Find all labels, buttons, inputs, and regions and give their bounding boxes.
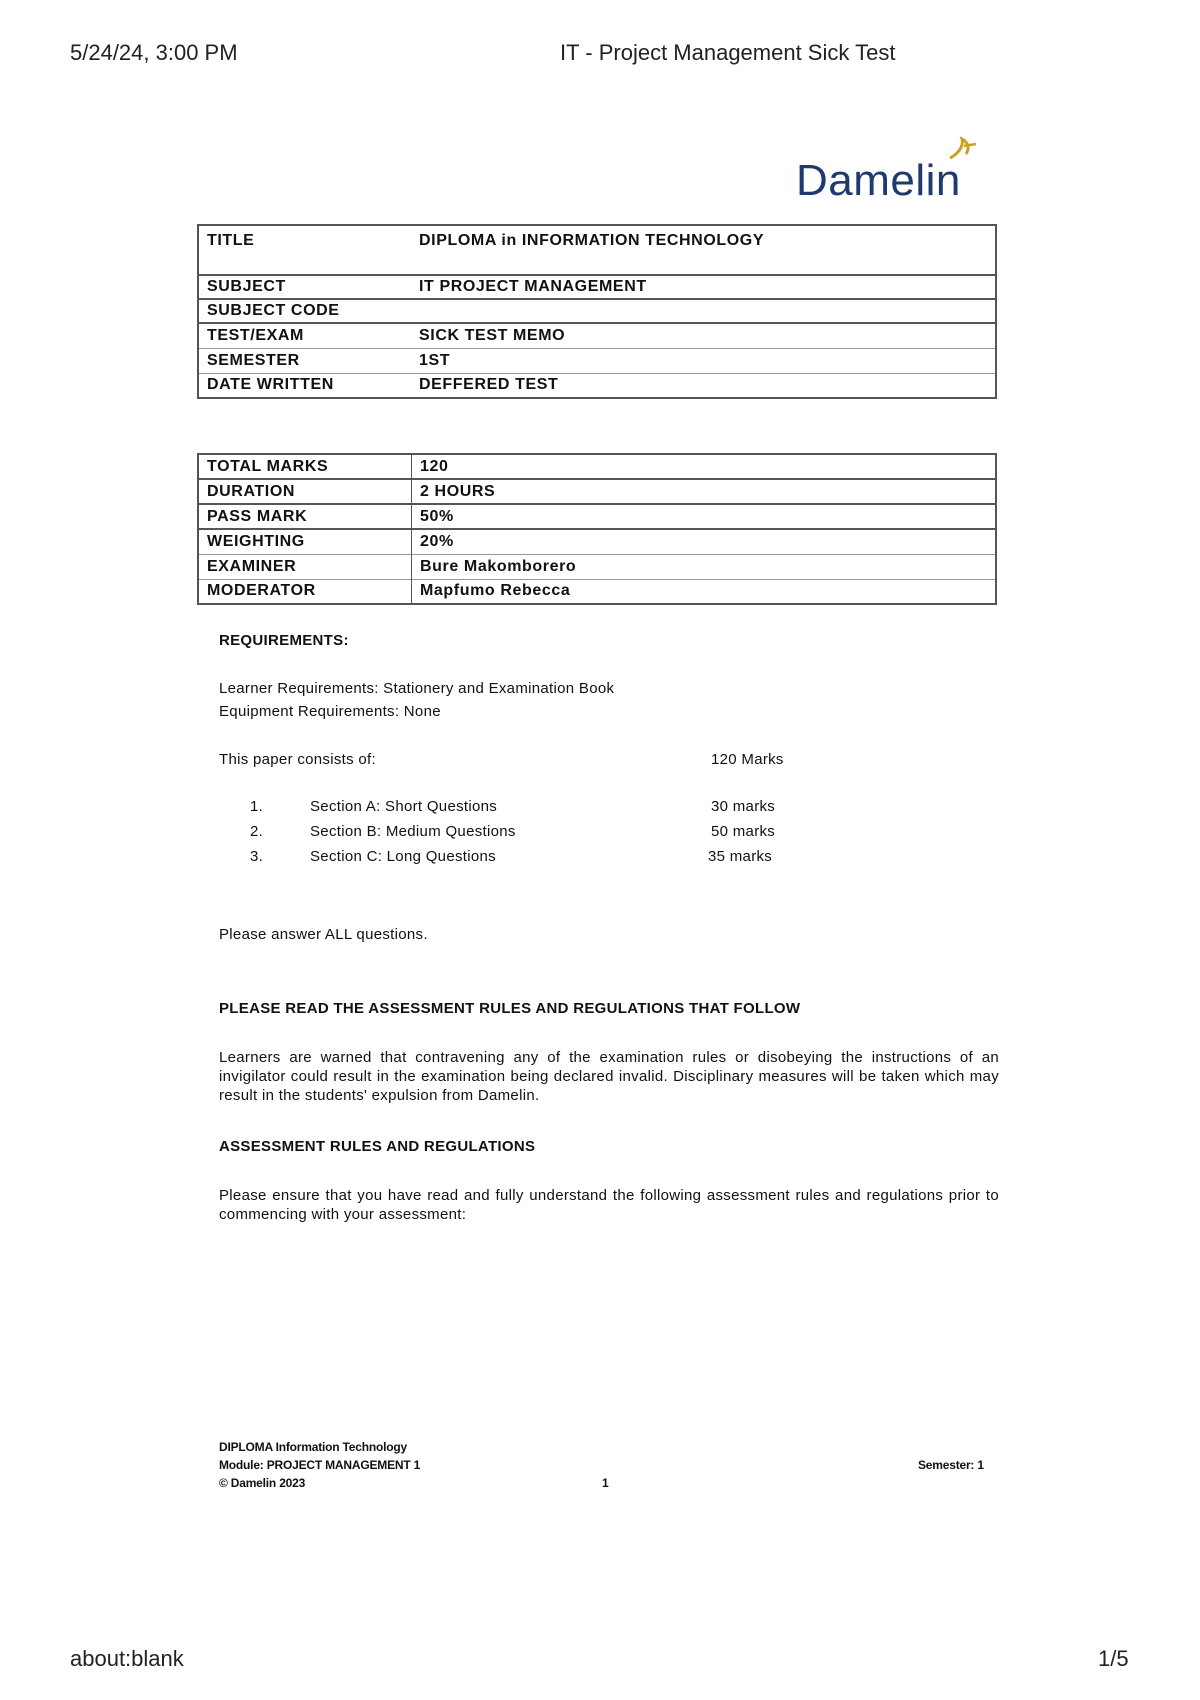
print-url: about:blank xyxy=(70,1646,184,1671)
info-row-semester xyxy=(198,348,996,373)
marks-value: 120 xyxy=(420,457,449,475)
info-key: SEMESTER xyxy=(207,351,300,369)
info-value: DEFFERED TEST xyxy=(419,376,559,394)
footer-module: Module: PROJECT MANAGEMENT 1 xyxy=(219,1458,421,1472)
info-row-test-exam xyxy=(198,323,996,348)
footer-diploma: DIPLOMA Information Technology xyxy=(219,1440,407,1454)
info-key: TEST/EXAM xyxy=(207,326,304,344)
info-value xyxy=(411,299,996,323)
equipment-requirements: Equipment Requirements: None xyxy=(219,703,441,720)
marks-value: 2 HOURS xyxy=(420,482,496,500)
print-datetime: 5/24/24, 3:00 PM xyxy=(70,40,238,65)
info-key: DATE WRITTEN xyxy=(207,376,334,394)
paper-total-marks: 120 Marks xyxy=(711,751,784,768)
info-value: SICK TEST MEMO xyxy=(419,326,566,344)
marks-row-weighting xyxy=(198,529,996,554)
marks-row-examiner xyxy=(198,554,996,579)
rules-ensure-paragraph: Please ensure that you have read and fully understand the following assessment rules and regulations prior to commencing with your assessment: xyxy=(219,1187,999,1223)
rules-subheading: ASSESSMENT RULES AND REGULATIONS xyxy=(219,1138,536,1155)
info-value: IT PROJECT MANAGEMENT xyxy=(419,278,647,295)
marks-value: Bure Makomborero xyxy=(420,557,577,575)
info-key: SUBJECT xyxy=(207,278,286,295)
section-number: 3. xyxy=(250,848,264,865)
info-value: DIPLOMA in INFORMATION TECHNOLOGY xyxy=(419,232,765,249)
marks-row-total xyxy=(198,454,996,479)
section-name: Section B: Medium Questions xyxy=(310,823,516,840)
print-page-counter: 1/5 xyxy=(1098,1646,1129,1671)
footer-copyright: © Damelin 2023 xyxy=(219,1476,306,1490)
info-row-subject-code xyxy=(198,299,996,323)
marks-key: TOTAL MARKS xyxy=(198,454,412,479)
info-key: TITLE xyxy=(207,232,255,249)
paper-consists-label: This paper consists of: xyxy=(219,751,376,768)
print-document-title: IT - Project Management Sick Test xyxy=(560,40,896,65)
info-row-subject xyxy=(198,275,996,299)
exam-info-table xyxy=(197,224,997,399)
info-value: 1ST xyxy=(419,351,451,369)
learner-requirements: Learner Requirements: Stationery and Examination Book xyxy=(219,680,615,697)
section-number: 2. xyxy=(250,823,264,840)
marks-key: WEIGHTING xyxy=(198,529,412,554)
logo-wordmark: Damelin xyxy=(796,156,961,205)
marks-info-table xyxy=(197,453,997,605)
section-marks: 30 marks xyxy=(711,798,776,815)
section-name: Section C: Long Questions xyxy=(310,848,496,865)
footer-semester: Semester: 1 xyxy=(918,1458,984,1472)
marks-key: PASS MARK xyxy=(198,504,412,529)
answer-all-instruction: Please answer ALL questions. xyxy=(219,926,428,943)
requirements-heading: REQUIREMENTS: xyxy=(219,632,349,649)
marks-row-moderator xyxy=(198,579,996,604)
marks-value: 50% xyxy=(420,507,454,525)
marks-key: EXAMINER xyxy=(198,554,412,579)
section-number: 1. xyxy=(250,798,264,815)
section-marks: 35 marks xyxy=(708,848,773,865)
marks-row-duration xyxy=(198,479,996,504)
info-row-date-written xyxy=(198,373,996,398)
marks-value: Mapfumo Rebecca xyxy=(420,582,571,600)
rules-read-heading: PLEASE READ THE ASSESSMENT RULES AND REGULATIONS THAT FOLLOW xyxy=(219,1000,801,1017)
info-key: SUBJECT CODE xyxy=(207,302,340,319)
marks-row-pass-mark xyxy=(198,504,996,529)
marks-value: 20% xyxy=(420,532,454,550)
info-row-title xyxy=(198,225,996,275)
footer-page-number: 1 xyxy=(602,1476,609,1490)
damelin-logo xyxy=(796,136,1006,208)
section-marks: 50 marks xyxy=(711,823,776,840)
marks-key: MODERATOR xyxy=(198,579,412,604)
rules-warning-paragraph: Learners are warned that contravening any of the examination rules or disobeying the instructions of an invigilator could result in the examination being declared invalid. Disciplinary measures will be taken which may result in the students' expulsion from Damelin. xyxy=(219,1049,999,1104)
section-name: Section A: Short Questions xyxy=(310,798,498,815)
marks-key: DURATION xyxy=(198,479,412,504)
